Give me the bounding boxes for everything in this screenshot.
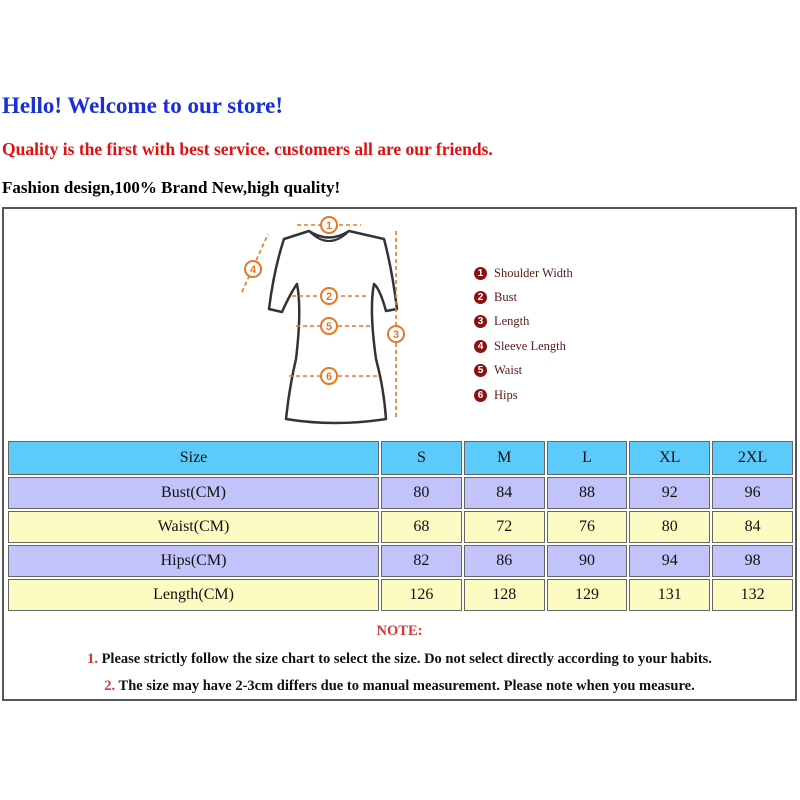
table-cell: 80	[381, 477, 462, 509]
size-table	[6, 439, 795, 613]
legend-number-badge: 6	[474, 389, 487, 402]
table-cell: 129	[547, 579, 628, 611]
measurement-marker	[321, 318, 337, 334]
legend-item	[474, 334, 573, 358]
table-row	[8, 579, 793, 611]
header-size-3: L	[547, 441, 628, 475]
legend-number-badge: 2	[474, 291, 487, 304]
table-cell: 82	[381, 545, 462, 577]
legend-item	[474, 310, 573, 334]
measurement-marker	[388, 326, 404, 342]
dress-measurement-diagram	[4, 209, 795, 437]
table-cell: 126	[381, 579, 462, 611]
table-cell: 80	[629, 511, 710, 543]
table-row	[8, 511, 793, 543]
legend-label: Waist	[494, 363, 523, 378]
table-cell: 90	[547, 545, 628, 577]
measurement-marker	[321, 217, 337, 233]
quality-slogan: Quality is the first with best service. customers all are our friends.	[2, 139, 493, 159]
header-size-4: XL	[629, 441, 710, 475]
legend-item	[474, 359, 573, 383]
measurement-marker	[321, 368, 337, 384]
welcome-heading: Hello! Welcome to our store!	[2, 93, 284, 118]
measurement-marker-number: 2	[325, 291, 333, 303]
legend-label: Sleeve Length	[494, 338, 566, 353]
note-item-1-text: Please strictly follow the size chart to select the size. Do not select directly according to your habits.	[101, 651, 712, 667]
note-item-1-number: 1.	[87, 651, 98, 667]
row-label: Bust(CM)	[8, 477, 379, 509]
measurement-marker-number: 4	[249, 264, 257, 276]
size-chart-panel	[2, 207, 797, 701]
legend-label: Bust	[494, 290, 517, 305]
table-cell: 98	[712, 545, 793, 577]
legend-label: Length	[494, 314, 530, 329]
legend-item	[474, 261, 573, 285]
row-label: Waist(CM)	[8, 511, 379, 543]
table-row	[8, 477, 793, 509]
table-cell: 132	[712, 579, 793, 611]
measurement-marker-number: 5	[325, 321, 333, 333]
measurement-marker	[321, 288, 337, 304]
table-cell: 131	[629, 579, 710, 611]
legend-number-badge: 1	[474, 267, 487, 280]
measurement-marker-number: 6	[325, 371, 333, 383]
legend-number-badge: 4	[474, 340, 487, 353]
note-item-2-number: 2.	[104, 678, 116, 694]
size-table-header	[8, 441, 793, 475]
table-row	[8, 545, 793, 577]
legend-item	[474, 383, 573, 407]
table-cell: 88	[547, 477, 628, 509]
table-cell: 128	[464, 579, 545, 611]
table-cell: 84	[464, 477, 545, 509]
header-size-label: Size	[8, 441, 379, 475]
header-size-5: 2XL	[712, 441, 793, 475]
fashion-tagline: Fashion design,100% Brand New,high quality!	[2, 178, 341, 197]
measurement-marker-number: 1	[325, 220, 333, 232]
table-cell: 92	[629, 477, 710, 509]
row-label: Hips(CM)	[8, 545, 379, 577]
note-item-2	[4, 678, 795, 695]
measurement-legend	[474, 261, 573, 407]
table-cell: 76	[547, 511, 628, 543]
legend-number-badge: 3	[474, 315, 487, 328]
header-size-1: S	[381, 441, 462, 475]
table-cell: 72	[464, 511, 545, 543]
table-cell: 84	[712, 511, 793, 543]
note-title: NOTE:	[376, 623, 423, 639]
measurement-marker-number: 3	[392, 329, 400, 341]
table-cell: 96	[712, 477, 793, 509]
note-item-2-text: The size may have 2-3cm differs due to manual measurement. Please note when you measure.	[118, 678, 695, 694]
header-size-2: M	[464, 441, 545, 475]
legend-label: Shoulder Width	[494, 265, 573, 280]
legend-number-badge: 5	[474, 364, 487, 377]
table-cell: 86	[464, 545, 545, 577]
legend-item	[474, 285, 573, 309]
table-cell: 68	[381, 511, 462, 543]
legend-label: Hips	[494, 387, 518, 402]
table-cell: 94	[629, 545, 710, 577]
measurement-marker	[245, 261, 261, 277]
note-item-1	[4, 651, 795, 668]
row-label: Length(CM)	[8, 579, 379, 611]
